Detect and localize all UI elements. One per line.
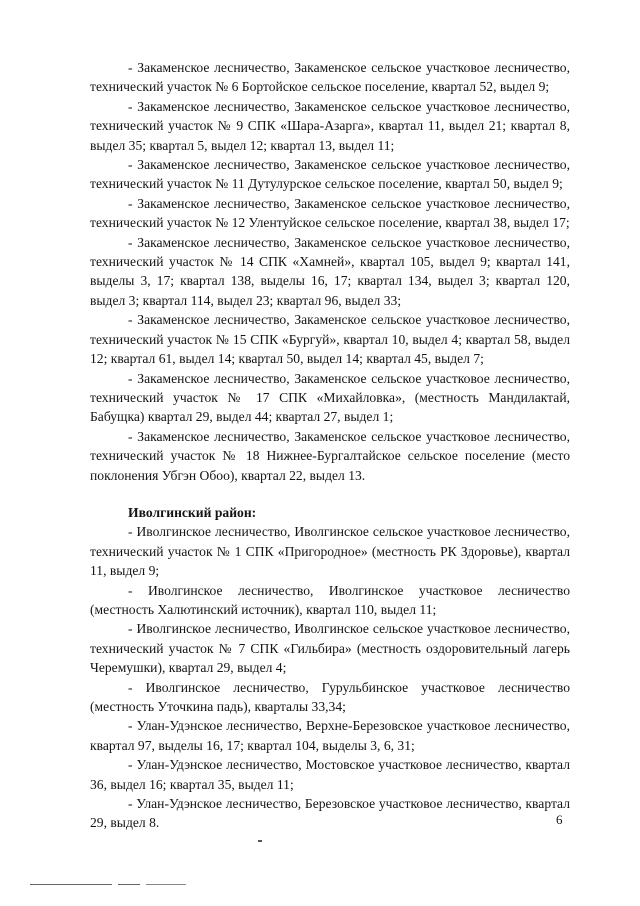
scan-artifact-line (146, 884, 186, 885)
document-body (90, 58, 570, 833)
paragraph: - Закаменское лесничество, Закаменское сельское участковое лесничество, технический участок № 9 СПК «Шара-Азарга», квартал 11, выдел 21; квартал 8, выдел 35; квартал 5, выдел 12; квартал 13, выдел 11; (90, 98, 570, 153)
paragraph: - Закаменское лесничество, Закаменское сельское участковое лесничество, технический участок № 6 Бортойское сельское поселение, квартал 52, выдел 9; (90, 60, 570, 95)
paragraph: - Иволгинское лесничество, Иволгинское сельское участковое лесничество, технический участок № 7 СПК «Гильбира» (местность оздоровительный лагерь Черемушки), квартал 29, выдел 4; (90, 621, 570, 676)
paragraph: - Закаменское лесничество, Закаменское сельское участковое лесничество, технический участок № 15 СПК «Бургуй», квартал 10, выдел 4; квартал 58, выдел 12; квартал 61, выдел 14; квартал 50, выдел 14; квартал 45, выдел 7; (90, 312, 570, 367)
paragraph: - Иволгинское лесничество, Иволгинское участковое лесничество (местность Халютинский источник), квартал 110, выдел 11; (90, 582, 570, 617)
page-number: 6 (556, 812, 563, 827)
paragraph: - Улан-Удэнское лесничество, Верхне-Березовское участковое лесничество, квартал 97, выделы 16, 17; квартал 104, выделы 3, 6, 31; (90, 718, 570, 753)
paragraph: - Закаменское лесничество, Закаменское сельское участковое лесничество, технический участок № 11 Дутулурское сельское поселение, квартал 50, выдел 9; (90, 157, 570, 192)
paragraph: - Закаменское лесничество, Закаменское сельское участковое лесничество, технический участок № 12 Улентуйское сельское поселение, квартал 38, выдел 17; (90, 195, 570, 231)
paragraph: - Закаменское лесничество, Закаменское сельское участковое лесничество, технический участок № 18 Нижнее-Бургалтайское сельское поселение (место поклонения Убгэн Обоо), квартал 22, выдел 13. (90, 428, 570, 483)
scan-mark (258, 840, 262, 842)
section-heading: Иволгинский район: (128, 504, 257, 520)
paragraph: - Улан-Удэнское лесничество, Мостовское участковое лесничество, квартал 36, выдел 16; квартал 35, выдел 11; (90, 757, 570, 792)
scan-artifact-line (30, 884, 112, 885)
scan-artifact-line (118, 884, 140, 885)
paragraph: - Иволгинское лесничество, Гурульбинское участковое лесничество (местность Уточкина падь), кварталы 33,34; (90, 679, 570, 714)
paragraph: - Закаменское лесничество, Закаменское сельское участковое лесничество, технический участок № 17 СПК «Михайловка», (местность Мандилактай, Бабущка) квартал 29, выдел 44; квартал 27, выдел 1; (90, 370, 570, 425)
paragraph: - Иволгинское лесничество, Иволгинское сельское участковое лесничество, технический участок № 1 СПК «Пригородное» (местность РК Здоровье), квартал 11, выдел 9; (90, 524, 570, 579)
paragraph: - Закаменское лесничество, Закаменское сельское участковое лесничество, технический участок № 14 СПК «Хамней», квартал 105, выдел 9; квартал 141, выделы 3, 17; квартал 138, выделы 16, 17; квартал 134, выдел 3; квартал 120, выдел 3; квартал 114, выдел 23; квартал 96, выдел 33; (90, 234, 570, 308)
paragraph: - Улан-Удэнское лесничество, Березовское участковое лесничество, квартал 29, выдел 8. (90, 796, 570, 831)
